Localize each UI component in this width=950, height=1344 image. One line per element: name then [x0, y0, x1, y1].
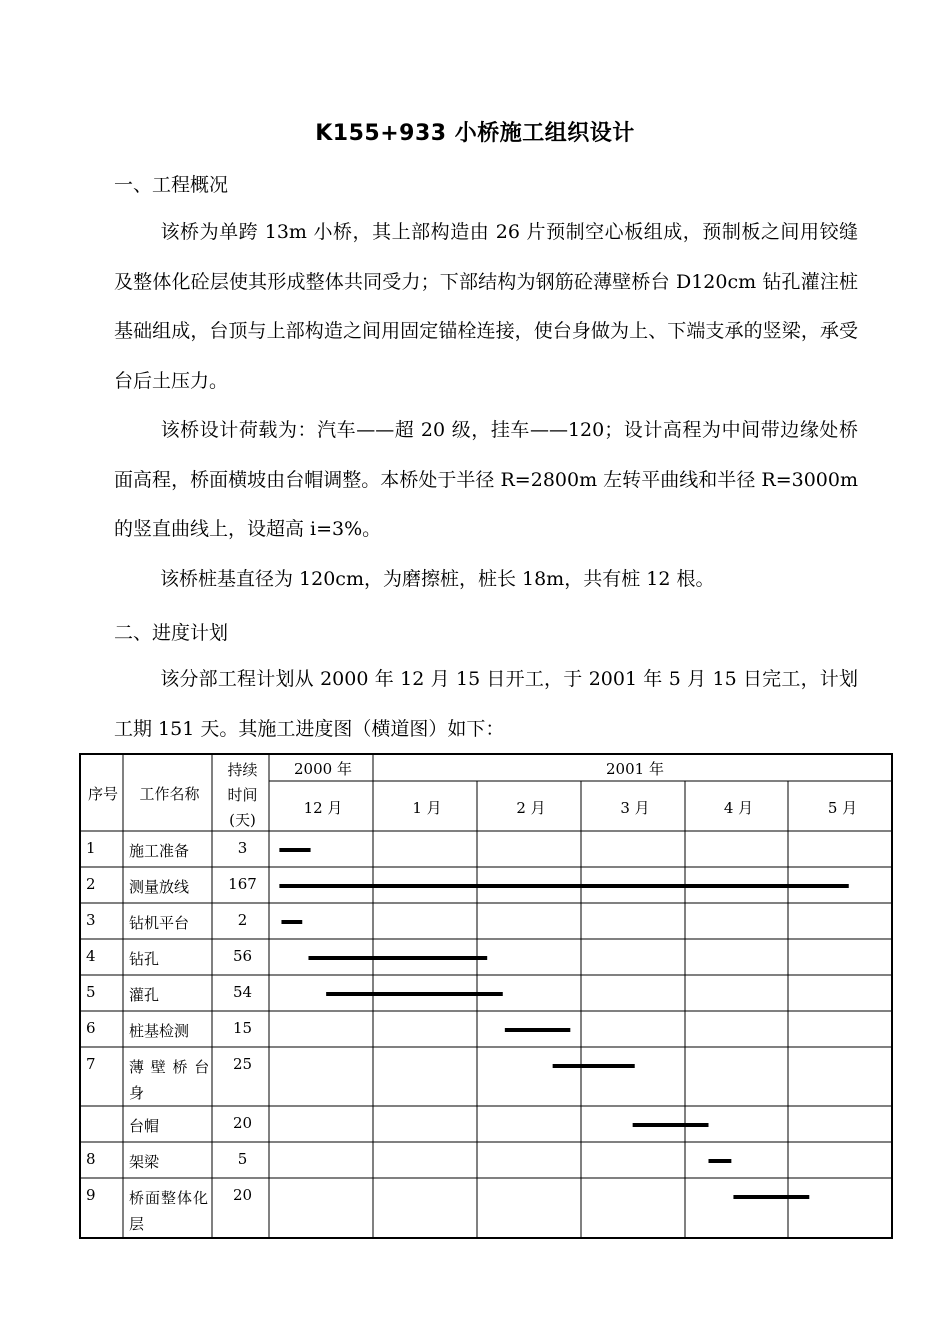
row-task-name — [129, 946, 211, 976]
page-title: K155+933 小桥施工组织设计 — [315, 121, 635, 146]
row-task-name-line1: 灌孔 — [129, 986, 160, 1004]
row-task-name-line1: 钻机平台 — [129, 914, 190, 932]
row-task-name — [129, 910, 211, 940]
header-month: 5 月 — [827, 799, 858, 817]
header-month: 1 月 — [412, 799, 442, 817]
row-task-name-line1: 桩基检测 — [129, 1022, 190, 1040]
row-task-name-line1: 测量放线 — [129, 878, 190, 896]
row-seq: 7 — [86, 1055, 96, 1073]
gantt-table — [79, 753, 893, 1239]
row-seq: 9 — [86, 1186, 96, 1204]
row-seq: 8 — [86, 1150, 96, 1168]
row-task-name — [129, 1185, 211, 1240]
row-task-name-line1: 架梁 — [129, 1153, 160, 1171]
header-name: 工作名称 — [139, 785, 200, 803]
row-duration: 54 — [232, 983, 253, 1001]
row-task-name-line2: 身 — [129, 1084, 145, 1102]
header-duration-1: 持续 — [227, 761, 258, 779]
row-seq: 5 — [86, 983, 96, 1001]
header-month: 2 月 — [516, 799, 546, 817]
row-duration: 25 — [232, 1055, 253, 1073]
header-duration-3: (天) — [229, 811, 256, 829]
row-task-name — [129, 1018, 211, 1048]
paragraph-overview-3: 该桥桩基直径为 120cm，为磨擦桩，桩长 18m，共有桩 12 根。 — [160, 568, 715, 590]
row-seq: 2 — [86, 875, 96, 893]
row-seq: 6 — [86, 1019, 96, 1037]
row-seq: 3 — [86, 911, 96, 929]
row-duration: 20 — [232, 1114, 253, 1132]
row-task-name — [129, 874, 211, 904]
row-duration: 2 — [237, 911, 248, 929]
row-task-name — [129, 838, 211, 868]
paragraph-schedule: 该分部工程计划从 2000 年 12 月 15 日开工，于 2001 年 5 月 15 日完工，计划工期 151 天。其施工进度图（横道图）如下： — [114, 668, 858, 740]
header-seq: 序号 — [87, 785, 118, 803]
row-task-name-line1: 薄 壁 桥 台 — [129, 1058, 211, 1076]
row-task-name-line1: 钻孔 — [129, 950, 160, 968]
header-month: 12 月 — [303, 799, 343, 817]
row-seq: 1 — [86, 839, 96, 857]
section-heading-overview: 一、工程概况 — [114, 174, 229, 196]
section-heading-schedule: 二、进度计划 — [114, 622, 229, 644]
row-task-name-line1: 施工准备 — [129, 842, 190, 860]
row-task-name-line2: 层 — [129, 1215, 145, 1233]
row-seq: 4 — [86, 947, 96, 965]
row-task-name — [129, 1054, 211, 1107]
row-task-name-line1: 桥面整体化 — [129, 1189, 210, 1207]
row-duration: 20 — [232, 1186, 253, 1204]
row-duration: 56 — [232, 947, 253, 965]
row-task-name — [129, 1113, 211, 1143]
header-month: 3 月 — [620, 799, 650, 817]
header-month: 4 月 — [723, 799, 754, 817]
row-duration: 3 — [237, 839, 248, 857]
header-year-2001: 2001 年 — [606, 760, 664, 778]
row-task-name-line1: 台帽 — [129, 1117, 160, 1135]
row-task-name — [129, 982, 211, 1012]
header-duration-2: 时间 — [227, 786, 258, 804]
paragraph-overview-1: 该桥为单跨 13m 小桥，其上部构造由 26 片预制空心板组成，预制板之间用铰缝及整体化砼层使其形成整体共同受力；下部结构为钢筋砼薄壁桥台 D120cm 钻孔灌注桩基础组成，台顶与上部构造之间用固定锚栓连接，使台身做为上、下端支承的竖梁，承受台后土压力。 — [114, 221, 858, 392]
row-duration: 5 — [237, 1150, 248, 1168]
row-duration: 167 — [228, 875, 257, 893]
paragraph-overview-2: 该桥设计荷载为：汽车——超 20 级，挂车——120；设计高程为中间带边缘处桥面高程，桥面横坡由台帽调整。本桥处于半径 R=2800m 左转平曲线和半径 R=3000m 的竖直曲线上，设超高 i=3%。 — [114, 419, 858, 540]
row-seq — [86, 1110, 124, 1136]
row-task-name — [129, 1149, 211, 1179]
header-year-2000: 2000 年 — [294, 760, 352, 778]
row-duration: 15 — [232, 1019, 253, 1037]
